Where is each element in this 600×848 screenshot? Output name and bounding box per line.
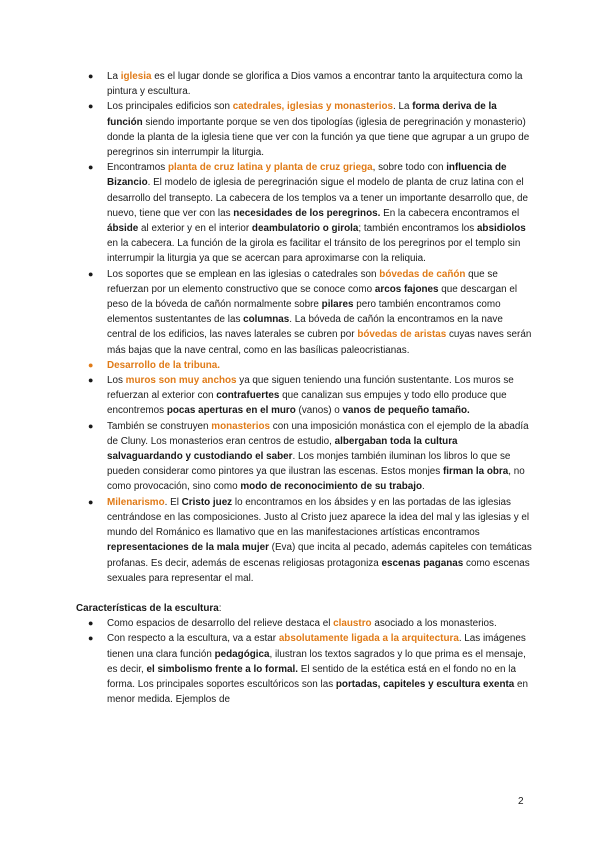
bullet-icon: ● (88, 101, 94, 112)
body-text: en menor medida. Ejemplos de (107, 678, 529, 706)
body-text: (vanos) o (295, 405, 343, 417)
section-heading (76, 601, 532, 616)
highlight-text: catedrales, iglesias y monasterios (232, 101, 393, 113)
bullet-icon: ● (88, 162, 94, 173)
body-text: Los (107, 375, 126, 387)
highlight-text: Milenarismo (107, 496, 165, 508)
body-text: Encontramos (107, 162, 168, 174)
bold-text: pocas aperturas en el muro (166, 405, 296, 417)
list-item (76, 99, 532, 160)
bullet-icon: ● (88, 375, 94, 386)
page-content (76, 69, 532, 707)
highlight-text: iglesia (120, 71, 152, 82)
highlight-text: planta de cruz latina y planta de cruz griega (167, 162, 373, 174)
bold-text: escenas paganas (381, 557, 464, 569)
bold-text: pedagógica (214, 648, 270, 660)
highlight-text: bóvedas de cañón (379, 268, 466, 280)
body-text: Los principales edificios son (107, 101, 233, 113)
bullet-icon: ● (88, 496, 94, 507)
bold-text: absidiolos (476, 223, 526, 235)
bold-text: el simbolismo frente a lo formal. (146, 663, 298, 675)
bullet-list-architecture (76, 69, 532, 586)
bullet-icon: ● (88, 71, 94, 81)
bold-text: ábside (107, 223, 139, 235)
body-text: que descargan el peso de la bóveda de cañón normalmente sobre (107, 283, 518, 311)
bullet-icon: ● (88, 618, 94, 629)
body-text: El sentido de la estética está en el fondo no en la forma. Los principales soportes escultóricos son las (107, 663, 516, 690)
body-text: . La bóveda de cañón la encontramos en la nave central de los edificios, las naves laterales se cubren por (107, 314, 503, 341)
bold-text: albergaban toda la cultura salvaguardando y custodiando el saber (107, 435, 458, 463)
body-text: es el lugar donde se glorifica a Dios vamos a encontrar tanto la arquitectura como la pintura y escultura. (107, 71, 523, 98)
bold-text: firman la obra (442, 466, 509, 478)
bold-text: Cristo juez (181, 496, 233, 508)
body-text: como escenas sexuales para representar el mal. (107, 557, 530, 584)
body-text: al exterior y en el interior (138, 223, 252, 235)
bold-text: arcos fajones (374, 283, 439, 295)
list-item (76, 495, 532, 586)
list-item (76, 616, 532, 631)
body-text: , no como provocación, sino como (107, 466, 525, 493)
highlight-text: claustro (333, 618, 372, 630)
bold-text: forma deriva de la función (107, 101, 497, 128)
list-item (76, 358, 532, 373)
bullet-icon: ● (88, 268, 94, 279)
body-text: con una imposición monástica con el ejemplo de la abadía de Cluny. Los monasterios eran centros de estudio, (107, 420, 529, 447)
body-text: cuyas naves serán más bajas que la nave central, como en las basílicas paleocristianas. (107, 329, 532, 356)
body-text: pero también encontramos como elementos sustentantes de las (107, 299, 501, 326)
body-text: en la cabecera. La función de la girola es facilitar el tránsito de los peregrinos por el templo sin interrumpir la liturgia ya que se acercan para aproximarse con la reliquia. (107, 238, 521, 265)
bullet-icon: ● (88, 359, 94, 370)
body-text: , sobre todo con (372, 162, 447, 174)
highlight-text: absolutamente ligada a la arquitectura (278, 633, 459, 645)
body-text: , ilustran los textos sagrados y lo que prima es el mensaje, es decir, (107, 648, 526, 675)
body-text: lo encontramos en los ábsides y en las portadas de las iglesias centrándose en las composiciones. Justo al Cristo juez aparece la idea del mal y las iglesias y el mundo del Románico es llamativo que en las manifestaciones artísticas encontramos (107, 496, 530, 539)
body-text: (Eva) que incita al pecado, además capiteles con temáticas profanas. Es decir, además de escenas religiosas protagoniza (107, 542, 532, 569)
body-text: . Las imágenes tienen una clara función (107, 633, 526, 660)
bold-text: portadas, capiteles y escultura exenta (335, 678, 515, 690)
bullet-icon: ● (88, 633, 94, 644)
bold-text: columnas (243, 314, 290, 326)
list-item (76, 373, 532, 419)
body-text: siendo importante porque se ven dos tipologías (iglesia de peregrinación y monasterio) donde la planta de la iglesia tiene que ver con la función ya que tiene que agrupar a un grupo de peregrinos sin interrumpir la liturgia. (107, 116, 530, 159)
bold-text: contrafuertes (216, 390, 280, 402)
bold-text: modo de reconocimiento de su trabajo (240, 481, 423, 493)
body-text: La (107, 71, 121, 82)
highlight-text: Desarrollo de la tribuna. (107, 359, 221, 371)
body-text: . (422, 481, 425, 493)
body-text: que se refuerzan por un elemento constructivo que se conoce como (107, 268, 498, 295)
highlight-text: monasterios (211, 420, 271, 432)
bullet-list-sculpture (76, 616, 532, 707)
list-item (76, 631, 532, 707)
bold-text: pilares (321, 299, 354, 311)
body-text: ; también encontramos los (358, 223, 477, 235)
body-text: . El modelo de iglesia de peregrinación sigue el modelo de planta de cruz latina con el desarrollo del transepto. La cabecera de los templos va a tener un importante desarrollo que, de nuevo, tiene que ver con las (107, 177, 529, 219)
highlight-text: muros son muy anchos (125, 375, 237, 387)
highlight-text: bóvedas de aristas (357, 329, 447, 341)
body-text: . Los monjes también iluminan los libros lo que se pueden considerar como pintores ya que ilustran las escenas. Estos monjes (107, 451, 511, 478)
bullet-icon: ● (88, 420, 94, 431)
body-text: asociado a los monasterios. (371, 618, 497, 630)
body-text: Como espacios de desarrollo del relieve destaca el (107, 618, 334, 630)
bold-text: necesidades de los peregrinos. (233, 207, 381, 219)
body-text: Con respecto a la escultura, va a estar (107, 633, 279, 645)
list-item (76, 160, 532, 266)
bold-text: deambulatorio o girola (251, 223, 359, 235)
body-text: En la cabecera encontramos el (380, 207, 520, 219)
body-text: . El (164, 496, 182, 508)
body-text: que canalizan sus empujes y todo ello produce que encontremos (107, 390, 507, 417)
page-number: 2 (518, 796, 524, 807)
bold-text: influencia de Bizancio (107, 162, 507, 189)
bold-text: vanos de pequeño tamaño. (342, 405, 470, 417)
list-item (76, 419, 532, 495)
bold-text: representaciones de la mala mujer (107, 542, 269, 554)
body-text: También se construyen (107, 420, 212, 432)
body-text: ya que siguen teniendo una función sustentante. Los muros se refuerzan al exterior con (107, 375, 514, 402)
section-heading-text: Características de la escultura (76, 602, 219, 614)
list-item (76, 267, 532, 358)
section-heading-colon: : (218, 602, 222, 614)
list-item (76, 69, 532, 99)
body-text: . La (392, 101, 413, 113)
body-text: Los soportes que se emplean en las iglesias o catedrales son (107, 268, 380, 280)
